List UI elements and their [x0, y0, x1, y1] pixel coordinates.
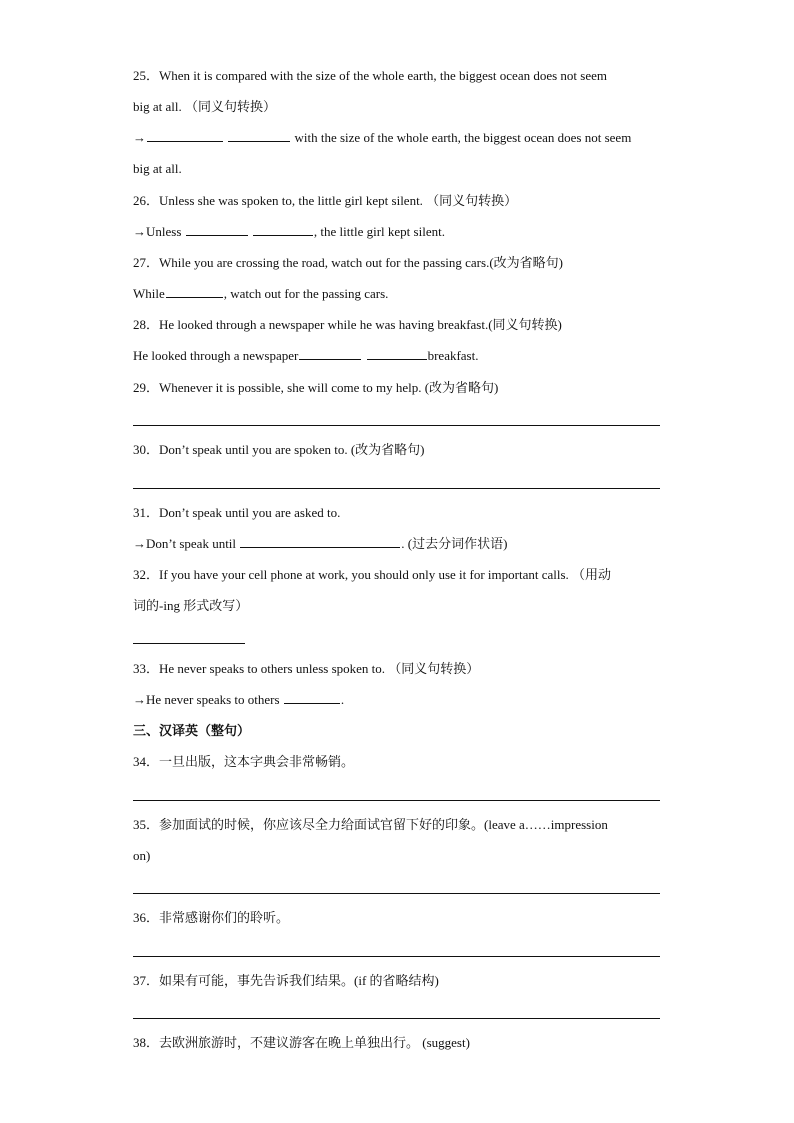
question-37-answer-rule[interactable]: [133, 1018, 660, 1019]
question-32-text-cont: 词的-ing 形式改写）: [133, 598, 249, 613]
question-33-text: 33．He never speaks to others unless spoken to. （同义句转换）: [133, 661, 480, 676]
question-33-answer-line: [133, 691, 663, 709]
question-34-text: 34．一旦出版，这本字典会非常畅销。: [133, 754, 355, 769]
question-35-text: 35．参加面试的时候，你应该尽全力给面试官留下好的印象。(leave a……impression: [133, 817, 608, 832]
answer-blank-1[interactable]: [299, 347, 361, 360]
question-30-text: 30．Don’t speak until you are spoken to. (改为省略句): [133, 442, 425, 457]
answer-line-tail: .: [340, 692, 345, 707]
question-36-answer-rule[interactable]: [133, 956, 660, 957]
arrow-prefix: →Don’t speak until: [133, 536, 240, 551]
question-26-text: 26．Unless she was spoken to, the little girl kept silent. （同义句转换）: [133, 193, 518, 208]
question-25-answer-cont: big at all.: [133, 161, 182, 176]
question-28-text: 28．He looked through a newspaper while he was having breakfast.(同义句转换): [133, 317, 562, 332]
question-27-text: 27．While you are crossing the road, watch out for the passing cars.(改为省略句): [133, 255, 563, 270]
question-25-text: 25．When it is compared with the size of the whole earth, the biggest ocean does not seem: [133, 68, 607, 83]
answer-blank-1[interactable]: [284, 691, 340, 704]
question-31-text: 31．Don’t speak until you are asked to.: [133, 505, 341, 520]
question-26-answer-line: [133, 223, 663, 241]
question-37-text: 37．如果有可能，事先告诉我们结果。(if 的省略结构): [133, 973, 439, 988]
answer-line-tail: breakfast.: [427, 348, 479, 363]
question-38-text: 38．去欧洲旅游时，不建议游客在晚上单独出行。 (suggest): [133, 1035, 470, 1050]
question-35-answer-rule[interactable]: [133, 893, 660, 894]
answer-prefix: He looked through a newspaper: [133, 348, 299, 363]
question-32-answer-rule[interactable]: [133, 643, 245, 644]
answer-blank-1[interactable]: [147, 129, 223, 142]
arrow-prefix: →: [133, 130, 146, 145]
answer-blank-2[interactable]: [253, 223, 313, 236]
answer-line-tail: , the little girl kept silent.: [313, 224, 445, 239]
question-35-text-cont: on): [133, 848, 151, 863]
answer-blank-1[interactable]: [186, 223, 248, 236]
question-29-text: 29．Whenever it is possible, she will come to my help. (改为省略句): [133, 380, 499, 395]
answer-blank-1[interactable]: [166, 285, 223, 298]
question-36-text: 36．非常感谢你们的聆听。: [133, 910, 290, 925]
question-29-answer-rule[interactable]: [133, 425, 660, 426]
arrow-prefix: →Unless: [133, 224, 185, 239]
question-25-text-cont: big at all. （同义句转换）: [133, 99, 276, 114]
arrow-prefix: →He never speaks to others: [133, 692, 283, 707]
question-34-answer-rule[interactable]: [133, 800, 660, 801]
question-32-text: 32．If you have your cell phone at work, you should only use it for important calls. （用动: [133, 567, 612, 582]
answer-line-tail: . (过去分词作状语): [401, 536, 508, 551]
question-31-answer-line: [133, 535, 663, 553]
question-25-answer-line: [133, 129, 663, 147]
answer-line-tail: , watch out for the passing cars.: [223, 286, 389, 301]
answer-prefix: While: [133, 286, 165, 301]
answer-blank-2[interactable]: [367, 347, 427, 360]
answer-blank-2[interactable]: [228, 129, 290, 142]
section-heading: 三、汉译英（整句）: [133, 723, 251, 738]
question-27-answer-line: [133, 285, 663, 303]
question-30-answer-rule[interactable]: [133, 488, 660, 489]
answer-line-tail: with the size of the whole earth, the biggest ocean does not seem: [291, 130, 632, 145]
question-28-answer-line: [133, 347, 663, 365]
answer-blank-1[interactable]: [240, 535, 400, 548]
